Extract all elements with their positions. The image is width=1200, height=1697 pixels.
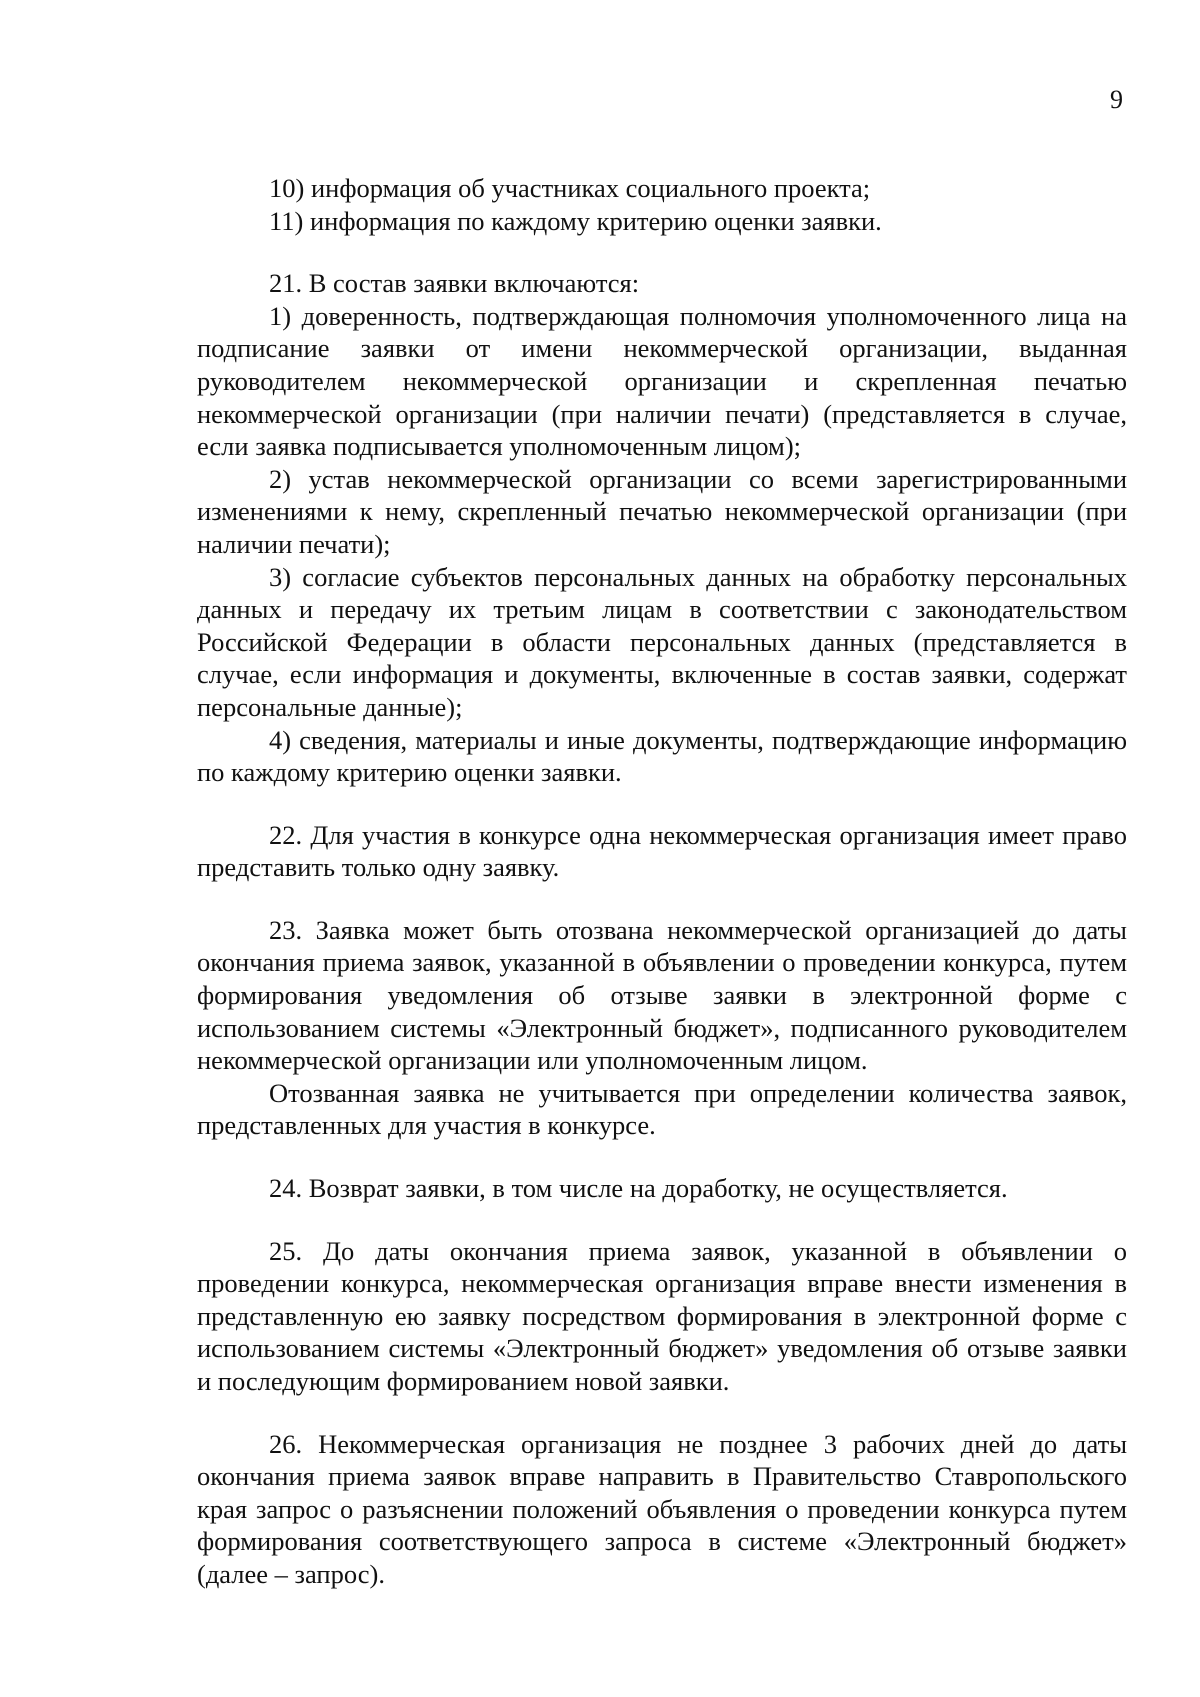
paragraph-23: 23. Заявка может быть отозвана некоммерческой организацией до даты окончания приема заявок, указанной в объявлении о проведении конкурса, путем формирования уведомления об отзыве заявки в электронной форме с использованием системы «Электронный бюджет», подписанного руководителем некоммерческой организации или уполномоченным лицом. xyxy=(197,914,1127,1076)
paragraph-gap xyxy=(197,1398,1127,1428)
paragraph-gap xyxy=(197,884,1127,914)
paragraph-23-continuation: Отозванная заявка не учитывается при определении количества заявок, представленных для участия в конкурсе. xyxy=(197,1077,1127,1141)
paragraph-item-11: 11) информация по каждому критерию оценки заявки. xyxy=(269,205,882,236)
paragraph-gap xyxy=(197,1205,1127,1235)
paragraph-25: 25. До даты окончания приема заявок, указанной в объявлении о проведении конкурса, некоммерческая организация вправе внести изменения в представленную ею заявку посредством формирования в электронной форме с использованием системы «Электронный бюджет» уведомления об отзыве заявки и последующим формированием новой заявки. xyxy=(197,1235,1127,1396)
paragraph-21-item-2: 2) устав некоммерческой организации со всеми зарегистрированными изменениями к нему, скрепленный печатью некоммерческой организации (при наличии печати); xyxy=(197,463,1127,559)
paragraph-21-heading: 21. В состав заявки включаются: xyxy=(269,268,640,299)
paragraph-21-item-1: 1) доверенность, подтверждающая полномочия уполномоченного лица на подписание заявки от имени некоммерческой организации, выданная руководителем некоммерческой организации и скрепленная печатью некоммерческой организации (при наличии печати) (представляется в случае, если заявка подписывается уполномоченным лицом); xyxy=(197,300,1127,462)
paragraph-24: 24. Возврат заявки, в том числе на доработку, не осуществляется. xyxy=(269,1173,1008,1204)
paragraph-gap xyxy=(197,237,1127,267)
paragraph-gap xyxy=(197,789,1127,819)
paragraph-26: 26. Некоммерческая организация не позднее 3 рабочих дней до даты окончания приема заявок вправе направить в Правительство Ставропольского края запрос о разъяснении положений объявления о проведении конкурса путем формирования соответствующего запроса в системе «Электронный бюджет» (далее – запрос). xyxy=(197,1428,1127,1589)
paragraph-item-10: 10) информация об участниках социального проекта; xyxy=(269,173,871,203)
paragraph-22: 22. Для участия в конкурсе одна некоммерческая организация имеет право представить только одну заявку. xyxy=(197,819,1127,883)
paragraph-gap xyxy=(197,1142,1127,1172)
paragraph-21-item-4: 4) сведения, материалы и иные документы, подтверждающие информацию по каждому критерию оценки заявки. xyxy=(197,724,1127,788)
page-number: 9 xyxy=(1110,85,1123,114)
document-body xyxy=(197,172,1127,1591)
paragraph-21-item-3: 3) согласие субъектов персональных данных на обработку персональных данных и передачу их третьим лицам в соответствии с законодательством Российской Федерации в области персональных данных (представляется в случае, если информация и документы, включенные в состав заявки, содержат персональные данные); xyxy=(197,561,1127,722)
